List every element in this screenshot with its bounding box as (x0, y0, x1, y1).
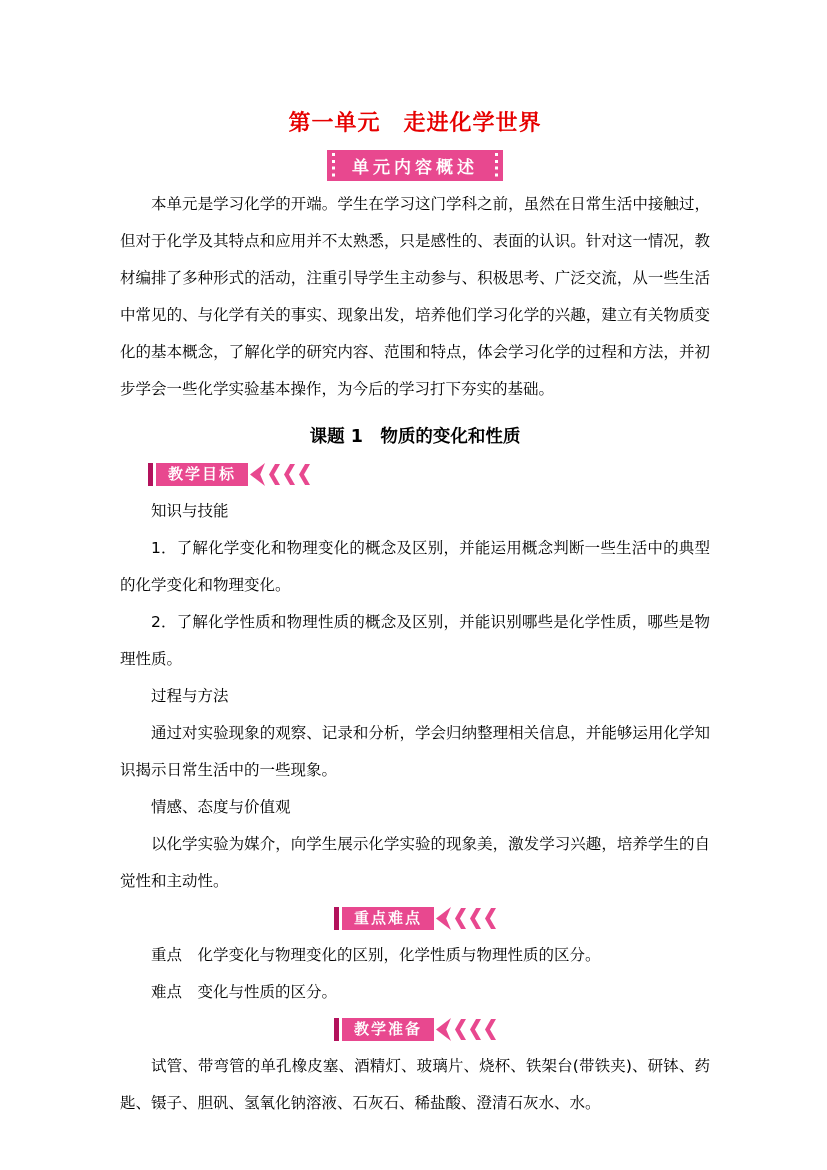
badge-label: 重点难点 (342, 907, 434, 930)
dashed-edge-right-icon (495, 153, 498, 178)
chevron-left-icon (470, 1019, 481, 1040)
badge-label: 教学目标 (156, 463, 248, 486)
objectives-paragraph: 情感、态度与价值观 (151, 798, 291, 816)
badge-left-bar-decoration (148, 463, 153, 486)
chevron-left-icon (485, 1019, 496, 1040)
chevron-left-arrow-icon (250, 463, 265, 486)
badge-left-bar-decoration (334, 907, 339, 930)
objectives-paragraph: 1．了解化学变化和物理变化的概念及区别，并能运用概念判断一些生活中的典型的化学变化和物理变化。 (120, 539, 710, 594)
chevron-left-arrow-icon (436, 1018, 451, 1041)
badge-key-points (120, 900, 710, 937)
chevron-left-icon (470, 908, 481, 929)
key-points-paragraph: 难点 变化与性质的区分。 (151, 983, 338, 1001)
chevron-left-icon (299, 464, 310, 485)
unit-overview-paragraph: 本单元是学习化学的开端。学生在学习这门学科之前，虽然在日常生活中接触过，但对于化学及其特点和应用并不太熟悉，只是感性的、表面的认识。针对这一情况，教材编排了多种形式的活动，注重引导学生主动参与、积极思考、广泛交流，从一些生活中常见的、与化学有关的事实、现象出发，培养他们学习化学的兴趣，建立有关物质变化的基本概念，了解化学的研究内容、范围和特点，体会学习化学的过程和方法，并初步学会一些化学实验基本操作，为今后的学习打下夯实的基础。 (120, 195, 710, 398)
objectives-paragraph: 通过对实验现象的观察、记录和分析，学会归纳整理相关信息，并能够运用化学知识揭示日常生活中的一些现象。 (120, 724, 710, 779)
unit-banner-label: 单元内容概述 (352, 158, 478, 178)
preparation-paragraph: 试管、带弯管的单孔橡皮塞、酒精灯、玻璃片、烧杯、铁架台(带铁夹)、研钵、药匙、镊子、胆矾、氢氧化钠溶液、石灰石、稀盐酸、澄清石灰水、水。 (120, 1057, 710, 1112)
unit-banner-row (120, 150, 710, 181)
badge-teaching-objectives (120, 456, 710, 493)
objectives-paragraph: 过程与方法 (151, 687, 229, 705)
chevron-left-icon (455, 908, 466, 929)
objectives-paragraph: 2．了解化学性质和物理性质的概念及区别，并能识别哪些是化学性质，哪些是物理性质。 (120, 613, 710, 668)
badge-label: 教学准备 (342, 1018, 434, 1041)
chevron-left-arrow-icon (436, 907, 451, 930)
key-points-paragraph: 重点 化学变化与物理变化的区别，化学性质与物理性质的区分。 (151, 946, 601, 964)
chevron-left-icon (455, 1019, 466, 1040)
lesson-title: 课题 1 物质的变化和性质 (309, 427, 521, 447)
section-badge (148, 463, 310, 486)
section-badge (334, 1018, 496, 1041)
chevron-left-icon (485, 908, 496, 929)
badge-left-bar-decoration (334, 1018, 339, 1041)
section-badge (334, 907, 496, 930)
badge-teaching-preparation (120, 1011, 710, 1048)
chevron-left-icon (284, 464, 295, 485)
objectives-paragraph: 知识与技能 (151, 502, 229, 520)
unit-banner (327, 150, 503, 181)
chevron-left-icon (269, 464, 280, 485)
unit-title: 第一单元 走进化学世界 (288, 110, 542, 136)
objectives-paragraph: 以化学实验为媒介，向学生展示化学实验的现象美，激发学习兴趣，培养学生的自觉性和主动性。 (120, 835, 710, 890)
